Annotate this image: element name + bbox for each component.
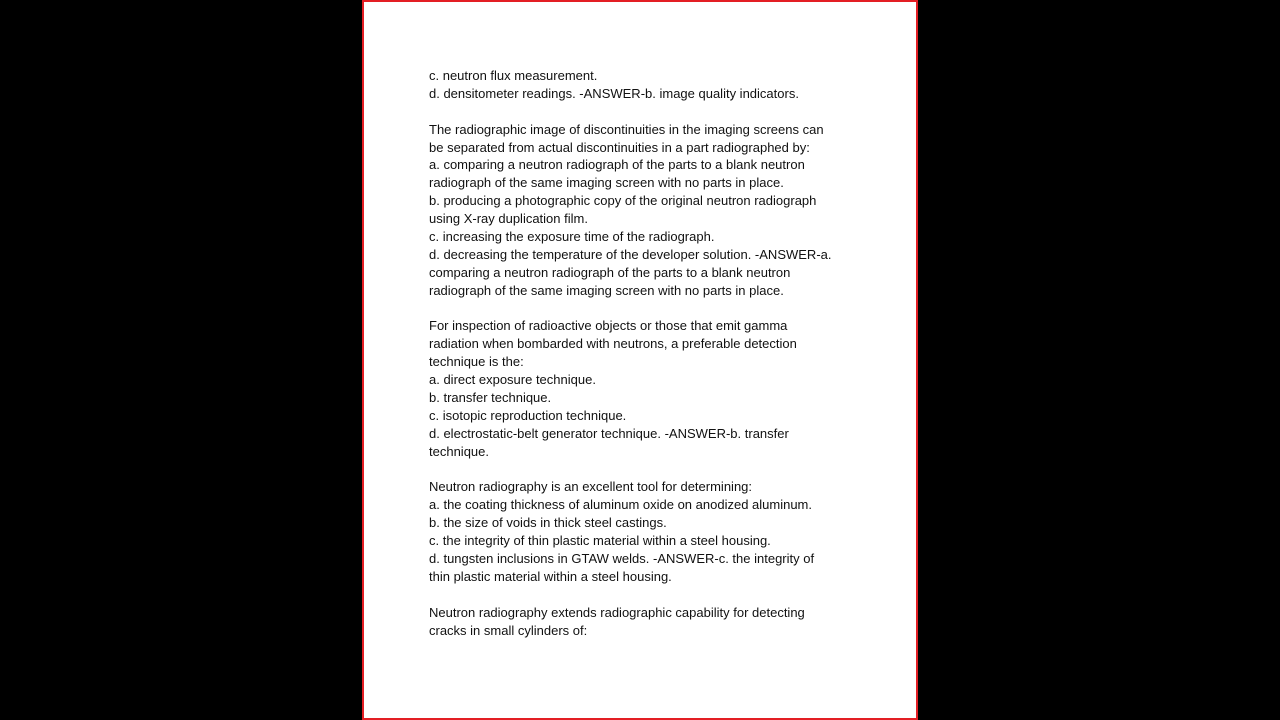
text-line: a. the coating thickness of aluminum oxide on anodized aluminum. — [429, 497, 812, 513]
text-line: c. isotopic reproduction technique. — [429, 407, 627, 423]
text-line: thin plastic material within a steel housing. — [429, 568, 672, 584]
text-line: d. densitometer readings. -ANSWER-b. image quality indicators. — [429, 85, 799, 101]
text-line: b. transfer technique. — [429, 390, 552, 406]
text-line: Neutron radiography is an excellent tool for determining: — [429, 479, 753, 495]
text-line: radiograph of the same imaging screen with no parts in place. — [429, 175, 784, 191]
paragraph-gap — [429, 461, 869, 479]
text-line: d. tungsten inclusions in GTAW welds. -ANSWER-c. the integrity of — [429, 551, 815, 567]
text-line: The radiographic image of discontinuities in the imaging screens can — [429, 121, 824, 137]
text-line: b. producing a photographic copy of the original neutron radiograph — [429, 193, 817, 209]
paragraph-gap — [429, 300, 869, 318]
text-line: Neutron radiography extends radiographic capability for detecting — [429, 604, 805, 620]
document-page — [362, 0, 918, 720]
paragraph-gap — [429, 586, 869, 604]
text-line: b. the size of voids in thick steel castings. — [429, 515, 667, 531]
text-line: using X-ray duplication film. — [429, 211, 588, 227]
document-text — [429, 67, 869, 640]
text-line: radiograph of the same imaging screen with no parts in place. — [429, 282, 784, 298]
text-line: be separated from actual discontinuities in a part radiographed by: — [429, 139, 810, 155]
paragraph-gap — [429, 103, 869, 121]
text-line: a. direct exposure technique. — [429, 372, 596, 388]
text-line: cracks in small cylinders of: — [429, 622, 588, 638]
text-line: technique. — [429, 443, 489, 459]
text-line: c. the integrity of thin plastic material within a steel housing. — [429, 533, 771, 549]
text-line: comparing a neutron radiograph of the parts to a blank neutron — [429, 264, 791, 280]
text-line: c. increasing the exposure time of the radiograph. — [429, 229, 715, 245]
text-line: c. neutron flux measurement. — [429, 68, 598, 83]
text-line: radiation when bombarded with neutrons, a preferable detection — [429, 336, 797, 352]
text-line: d. decreasing the temperature of the developer solution. -ANSWER-a. — [429, 246, 832, 262]
text-line: d. electrostatic-belt generator technique. -ANSWER-b. transfer — [429, 425, 789, 441]
text-line: a. comparing a neutron radiograph of the parts to a blank neutron — [429, 157, 805, 173]
text-line: technique is the: — [429, 354, 524, 370]
text-line: For inspection of radioactive objects or those that emit gamma — [429, 318, 788, 334]
